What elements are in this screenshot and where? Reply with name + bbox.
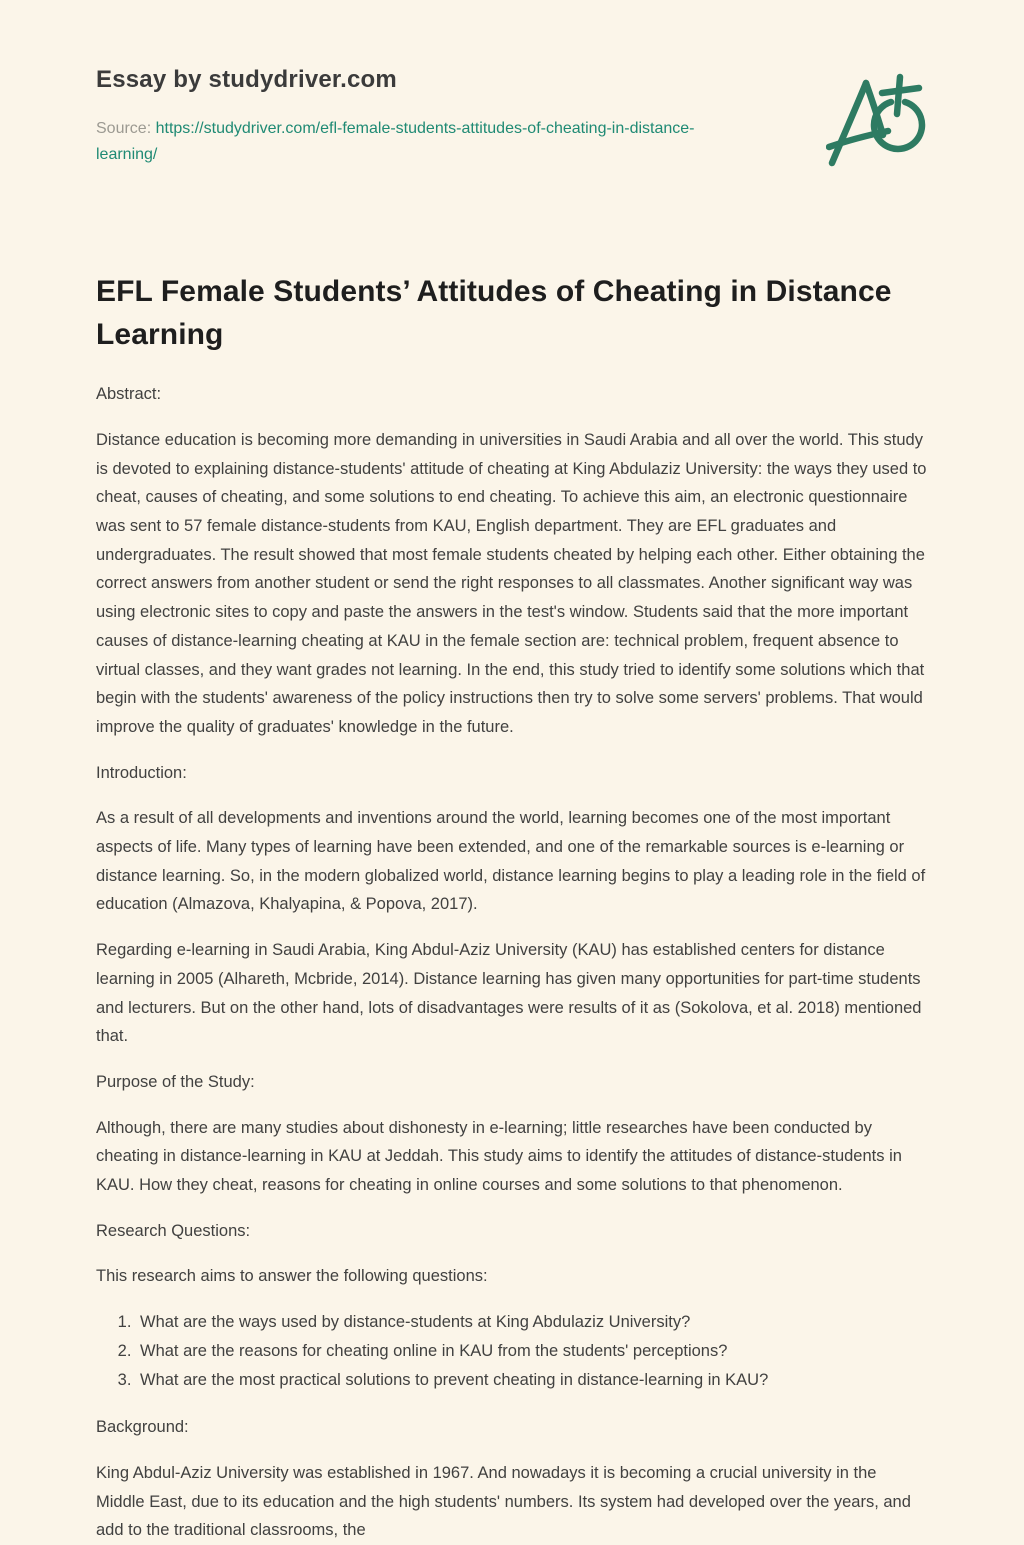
essay-byline: Essay by studydriver.com <box>96 66 397 93</box>
research-question-item: 3. What are the most practical solutions to prevent cheating in distance-learning in KAU? <box>136 1366 928 1395</box>
research-question-item: 1. What are the ways used by distance-students at King Abdulaziz University? <box>136 1308 928 1337</box>
source-line <box>96 116 751 167</box>
header-text-block <box>96 66 751 167</box>
page-header <box>96 66 928 175</box>
introduction-label: Introduction: <box>96 763 187 782</box>
research-questions-list <box>96 1308 928 1394</box>
research-questions-intro: This research aims to answer the following questions: <box>96 1267 488 1286</box>
research-question-item: 2. What are the reasons for cheating online in KAU from the students' perceptions? <box>136 1337 928 1366</box>
essay-body <box>96 380 928 1545</box>
background-paragraph: King Abdul-Aziz University was established in 1967. And nowadays it is becoming a crucial university in the Middle East, due to its education and the high students' numbers. Its system had developed over the years, and add to the traditional classrooms, the <box>96 1463 911 1540</box>
purpose-label: Purpose of the Study: <box>96 1072 255 1091</box>
studydriver-a-plus-logo-icon <box>826 72 926 175</box>
abstract-label: Abstract: <box>96 385 162 404</box>
abstract-paragraph: Distance education is becoming more demanding in universities in Saudi Arabia and all over the world. This study is devoted to explaining distance-students' attitude of cheating at King Abdulaziz University: the ways they used to cheat, causes of cheating, and some solutions to end cheating. To achieve this aim, an electronic questionnaire was sent to 57 female distance-students from KAU, English department. They are EFL graduates and undergraduates. The result showed that most female students cheated by helping each other. Either obtaining the correct answers from another student or send the right responses to all classmates. Another significant way was using electronic sites to copy and paste the answers in the test's window. Students said that the more important causes of distance-learning cheating at KAU in the female section are: technical problem, frequent absence to virtual classes, and they want grades not learning. In the end, this study tried to identify some solutions which that begin with the students' awareness of the policy instructions then try to solve some servers' problems. That would improve the quality of graduates' knowledge in the future. <box>96 430 927 736</box>
research-questions-label: Research Questions: <box>96 1221 251 1240</box>
essay-title: EFL Female Students’ Attitudes of Cheating in Distance Learning <box>96 275 892 351</box>
introduction-paragraph-2: Regarding e-learning in Saudi Arabia, King Abdul-Aziz University (KAU) has established centers for distance learning in 2005 (Alhareth, Mcbride, 2014). Distance learning has given many opportunities for part-time students and lecturers. But on the other hand, lots of disadvantages were results of it as (Sokolova, et al. 2018) mentioned that. <box>96 941 922 1046</box>
introduction-paragraph-1: As a result of all developments and inventions around the world, learning becomes one of the most important aspects of life. Many types of learning have been extended, and one of the remarkable sources is e-learning or distance learning. So, in the modern globalized world, distance learning begins to play a leading role in the field of education (Almazova, Khalyapina, & Popova, 2017). <box>96 809 926 914</box>
source-label: Source: <box>96 120 152 137</box>
background-label: Background: <box>96 1418 189 1437</box>
source-url-link[interactable]: https://studydriver.com/efl-female-students-attitudes-of-cheating-in-distance-learning/ <box>96 120 695 163</box>
purpose-paragraph: Although, there are many studies about dishonesty in e-learning; little researches have been conducted by cheating in distance-learning in KAU at Jeddah. This study aims to identify the attitudes of distance-students in KAU. How they cheat, reasons for cheating in online courses and some solutions to that phenomenon. <box>96 1118 902 1195</box>
